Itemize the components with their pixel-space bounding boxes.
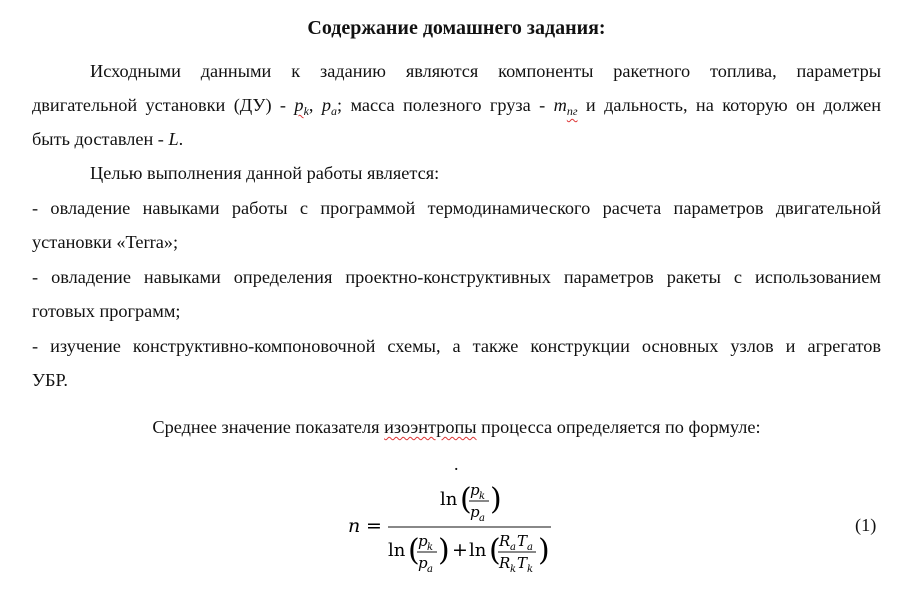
page-title: Содержание домашнего задания: (307, 17, 606, 39)
formula-intro: Среднее значение показателя изоэнтропы процесса определяется по формуле: (152, 417, 761, 437)
svg-text:T: T (517, 532, 528, 550)
svg-text:p: p (418, 554, 428, 572)
goals-intro: Целью выполнения данной работы является: (90, 163, 440, 183)
goal-1-line-1: - овладение навыками работы с программой термодинамического расчета параметров двигательной (32, 198, 881, 218)
goal-2-line-1: - овладение навыками определения проектно-конструктивных параметров ракеты с использованием (32, 267, 881, 287)
svg-text:k: k (510, 564, 517, 575)
paragraph-1-line-3: быть доставлен - L. (32, 129, 184, 149)
isentropic-index-formula (348, 480, 568, 580)
svg-text:a: a (427, 564, 433, 575)
svg-text:a: a (527, 542, 533, 553)
svg-text:(: ( (489, 533, 501, 568)
svg-text:+: + (452, 539, 468, 561)
svg-text:n: n (348, 515, 361, 537)
goal-2-line-2: готовых программ; (32, 301, 181, 321)
paragraph-1-line-1: Исходными данными к заданию являются компоненты ракетного топлива, параметры (90, 61, 881, 81)
paragraph-1-line-2: двигательной установки $(ДУ) - p_k$, $p_a$; масса полезного груза - $m_{пг}$ и дальность, на которую он должен (32, 95, 881, 118)
svg-text:a: a (510, 542, 516, 553)
svg-text:k: k (479, 491, 486, 502)
svg-text:p: p (418, 532, 428, 550)
svg-text:=: = (366, 515, 382, 537)
stray-dot: . (454, 454, 459, 474)
svg-text:(: ( (460, 482, 472, 517)
svg-text:(: ( (408, 533, 420, 568)
svg-text:ln: ln (469, 540, 487, 561)
svg-text:a: a (479, 513, 485, 524)
svg-text:k: k (427, 542, 434, 553)
svg-text:): ) (438, 533, 450, 568)
goal-1-line-2: установки «Terra»; (32, 232, 179, 252)
svg-text:ln: ln (388, 540, 406, 561)
equation-number: (1) (855, 515, 877, 535)
pk-symbol: $p_k$ (294, 95, 309, 118)
goal-3-line-2: УБР. (32, 370, 68, 390)
svg-text:): ) (538, 533, 550, 568)
goal-3-line-1: - изучение конструктивно-компоновочной схемы, а также конструкции основных узлов и агрегатов (32, 336, 881, 356)
svg-text:R: R (499, 554, 511, 572)
svg-text:k: k (527, 564, 534, 575)
svg-text:): ) (490, 482, 502, 517)
svg-text:p: p (470, 481, 480, 499)
svg-text:ln: ln (440, 489, 458, 510)
svg-text:T: T (517, 554, 528, 572)
payload-mass-symbol: $m_{пг}$ (553, 95, 578, 118)
svg-text:p: p (470, 503, 480, 521)
svg-text:R: R (499, 532, 511, 550)
